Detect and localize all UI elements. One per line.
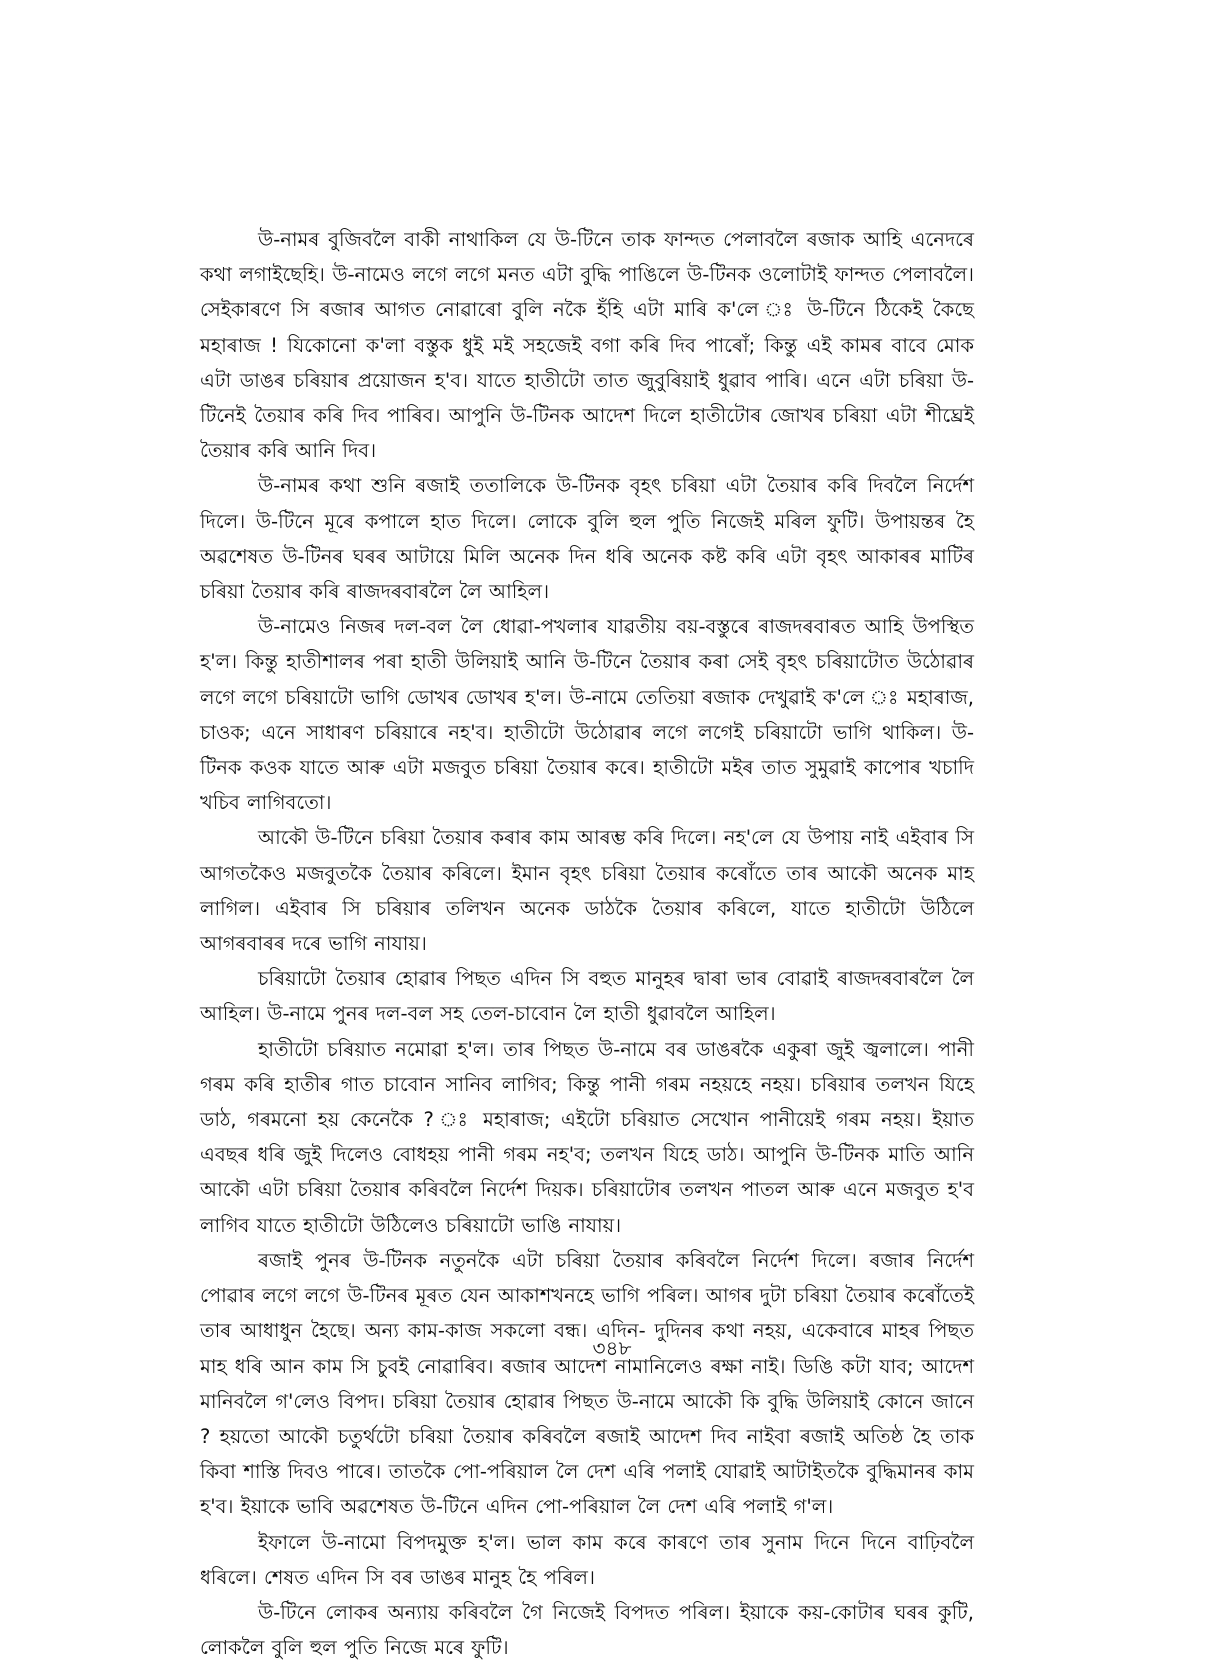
paragraph: আকৌ উ-টিনে চৰিয়া তৈয়াৰ কৰাৰ কাম আৰম্ভ কৰি দিলে। নহ'লে যে উপায় নাই এইবাৰ সি আগতকৈও মজবুতকৈ তৈয়াৰ কৰিলে। ইমান বৃহৎ চৰিয়া তৈয়াৰ কৰোঁতে তাৰ আকৌ অনেক মাহ লাগিল। এইবাৰ সি চৰিয়াৰ তলিখন অনেক ডাঠকৈ তৈয়াৰ কৰিলে, যাতে হাতীটো উঠিলে আগৰবাৰৰ দৰে ভাগি নাযায়। [200,826,974,956]
paragraph: চৰিয়াটো তৈয়াৰ হোৱাৰ পিছত এদিন সি বহুত মানুহৰ দ্বাৰা ভাৰ বোৱাই ৰাজদৰবাৰলৈ লৈ আহিল। উ-নামে পুনৰ দল-বল সহ তেল-চাবোন লৈ হাতী ধুৱাবলৈ আহিল। [200,967,974,1026]
page-body [200,222,974,1665]
page-number: ৩৪৮ [592,1336,632,1360]
paragraph: উ-টিনে লোকৰ অন্যায় কৰিবলৈ গৈ নিজেই বিপদত পৰিল। ইয়াকে কয়-কোটাৰ ঘৰৰ কুটি, লোকলৈ বুলি হুল পুতি নিজে মৰে ফুটি। [200,1600,974,1660]
paragraph: উ-নামৰ কথা শুনি ৰজাই ততালিকে উ-টিনক বৃহৎ চৰিয়া এটা তৈয়াৰ কৰি দিবলৈ নিৰ্দেশ দিলে। উ-টিনে মূৰে কপালে হাত দিলে। লোকে বুলি হুল পুতি নিজেই মৰিল ফুটি। উপায়ন্তৰ হৈ অৱশেষত উ-টিনৰ ঘৰৰ আটায়ে মিলি অনেক দিন ধৰি অনেক কষ্ট কৰি এটা বৃহৎ আকাৰৰ মাটিৰ চৰিয়া তৈয়াৰ কৰি ৰাজদৰবাৰলৈ লৈ আহিল। [200,474,974,604]
paragraph: হাতীটো চৰিয়াত নমোৱা হ'ল। তাৰ পিছত উ-নামে বৰ ডাঙৰকৈ একুৰা জুই জ্বলালে। পানী গৰম কৰি হাতীৰ গাত চাবোন সানিব লাগিব; কিন্তু পানী গৰম নহয়হে নহয়। চৰিয়াৰ তলখন যিহে ডাঠ, গৰমনো হয় কেনেকৈ ? ঃ মহাৰাজ; এইটো চৰিয়াত সেখোন পানীয়েই গৰম নহয়। ইয়াত এবছৰ ধৰি জুই দিলেও বোধহয় পানী গৰম নহ'ব; তলখন যিহে ডাঠ। আপুনি উ-টিনক মাতি আনি আকৌ এটা চৰিয়া তৈয়াৰ কৰিবলৈ নিৰ্দেশ দিয়ক। চৰিয়াটোৰ তলখন পাতল আৰু এনে মজবুত হ'ব লাগিব যাতে হাতীটো উঠিলেও চৰিয়াটো ভাঙি নাযায়। [200,1037,974,1237]
paragraph: ইফালে উ-নামো বিপদমুক্ত হ'ল। ভাল কাম কৰে কাৰণে তাৰ সুনাম দিনে দিনে বাঢ়িবলৈ ধৰিলে। শেষত এদিন সি বৰ ডাঙৰ মানুহ হৈ পৰিল। [200,1530,974,1589]
paragraph: ৰজাই পুনৰ উ-টিনক নতুনকৈ এটা চৰিয়া তৈয়াৰ কৰিবলৈ নিৰ্দেশ দিলে। ৰজাৰ নিৰ্দেশ পোৱাৰ লগে লগে উ-টিনৰ মূৰত যেন আকাশখনহে ভাগি পৰিল। আগৰ দুটা চৰিয়া তৈয়াৰ কৰোঁতেই তাৰ আধাধুন হৈছে। অন্য কাম-কাজ সকলো বন্ধ। এদিন- দুদিনৰ কথা নহয়, একেবাৰে মাহৰ পিছত মাহ ধৰি আন কাম সি চুবই নোৱাৰিব। ৰজাৰ আদেশ নামানিলেও ৰক্ষা নাই। ডিঙি কটা যাব; আদেশ মানিবলৈ গ'লেও বিপদ। চৰিয়া তৈয়াৰ হোৱাৰ পিছত উ-নামে আকৌ কি বুদ্ধি উলিয়াই কোনে জানে ? হয়তো আকৌ চতুৰ্থটো চৰিয়া তৈয়াৰ কৰিবলৈ ৰজাই আদেশ দিব নাইবা ৰজাই অতিষ্ঠ হৈ তাক কিবা শাস্তি দিবও পাৰে। তাতকৈ পো-পৰিয়াল লৈ দেশ এৰি পলাই যোৱাই আটাইতকৈ বুদ্ধিমানৰ কাম হ'ব। ইয়াকে ভাবি অৱশেষত উ-টিনে এদিন পো-পৰিয়াল লৈ দেশ এৰি পলাই গ'ল। [200,1248,974,1519]
paragraph: উ-নামেও নিজৰ দল-বল লৈ ধোৱা-পখলাৰ যাৱতীয় বয়-বস্তুৰে ৰাজদৰবাৰত আহি উপস্থিত হ'ল। কিন্তু হাতীশালৰ পৰা হাতী উলিয়াই আনি উ-টিনে তৈয়াৰ কৰা সেই বৃহৎ চৰিয়াটোত উঠোৱাৰ লগে লগে চৰিয়াটো ভাগি ডোখৰ ডোখৰ হ'ল। উ-নামে তেতিয়া ৰজাক দেখুৱাই ক'লে ঃ মহাৰাজ, চাওক; এনে সাধাৰণ চৰিয়াৰে নহ'ব। হাতীটো উঠোৱাৰ লগে লগেই চৰিয়াটো ভাগি থাকিল। উ-টিনক কওক যাতে আৰু এটা মজবুত চৰিয়া তৈয়াৰ কৰে। হাতীটো মইৰ তাত সুমুৱাই কাপোৰ খচাদি খচিব লাগিবতো। [200,615,974,815]
paragraph: উ-নামৰ বুজিবলৈ বাকী নাথাকিল যে উ-টিনে তাক ফান্দত পেলাবলৈ ৰজাক আহি এনেদৰে কথা লগাইছেহি। উ-নামেও লগে লগে মনত এটা বুদ্ধি পাঙিলে উ-টিনক ওলোটাই ফান্দত পেলাবলৈ। সেইকাৰণে সি ৰজাৰ আগত নোৱাৰো বুলি নকৈ হঁহি এটা মাৰি ক'লে ঃ উ-টিনে ঠিকেই কৈছে মহাৰাজ ! যিকোনো ক'লা বস্তুক ধুই মই সহজেই বগা কৰি দিব পাৰোঁ; কিন্তু এই কামৰ বাবে মোক এটা ডাঙৰ চৰিয়াৰ প্ৰয়োজন হ'ব। যাতে হাতীটো তাত জুবুৰিয়াই ধুৱাব পাৰি। এনে এটা চৰিয়া উ-টিনেই তৈয়াৰ কৰি দিব পাৰিব। আপুনি উ-টিনক আদেশ দিলে হাতীটোৰ জোখৰ চৰিয়া এটা শীঘ্ৰেই তৈয়াৰ কৰি আনি দিব। [200,228,974,463]
